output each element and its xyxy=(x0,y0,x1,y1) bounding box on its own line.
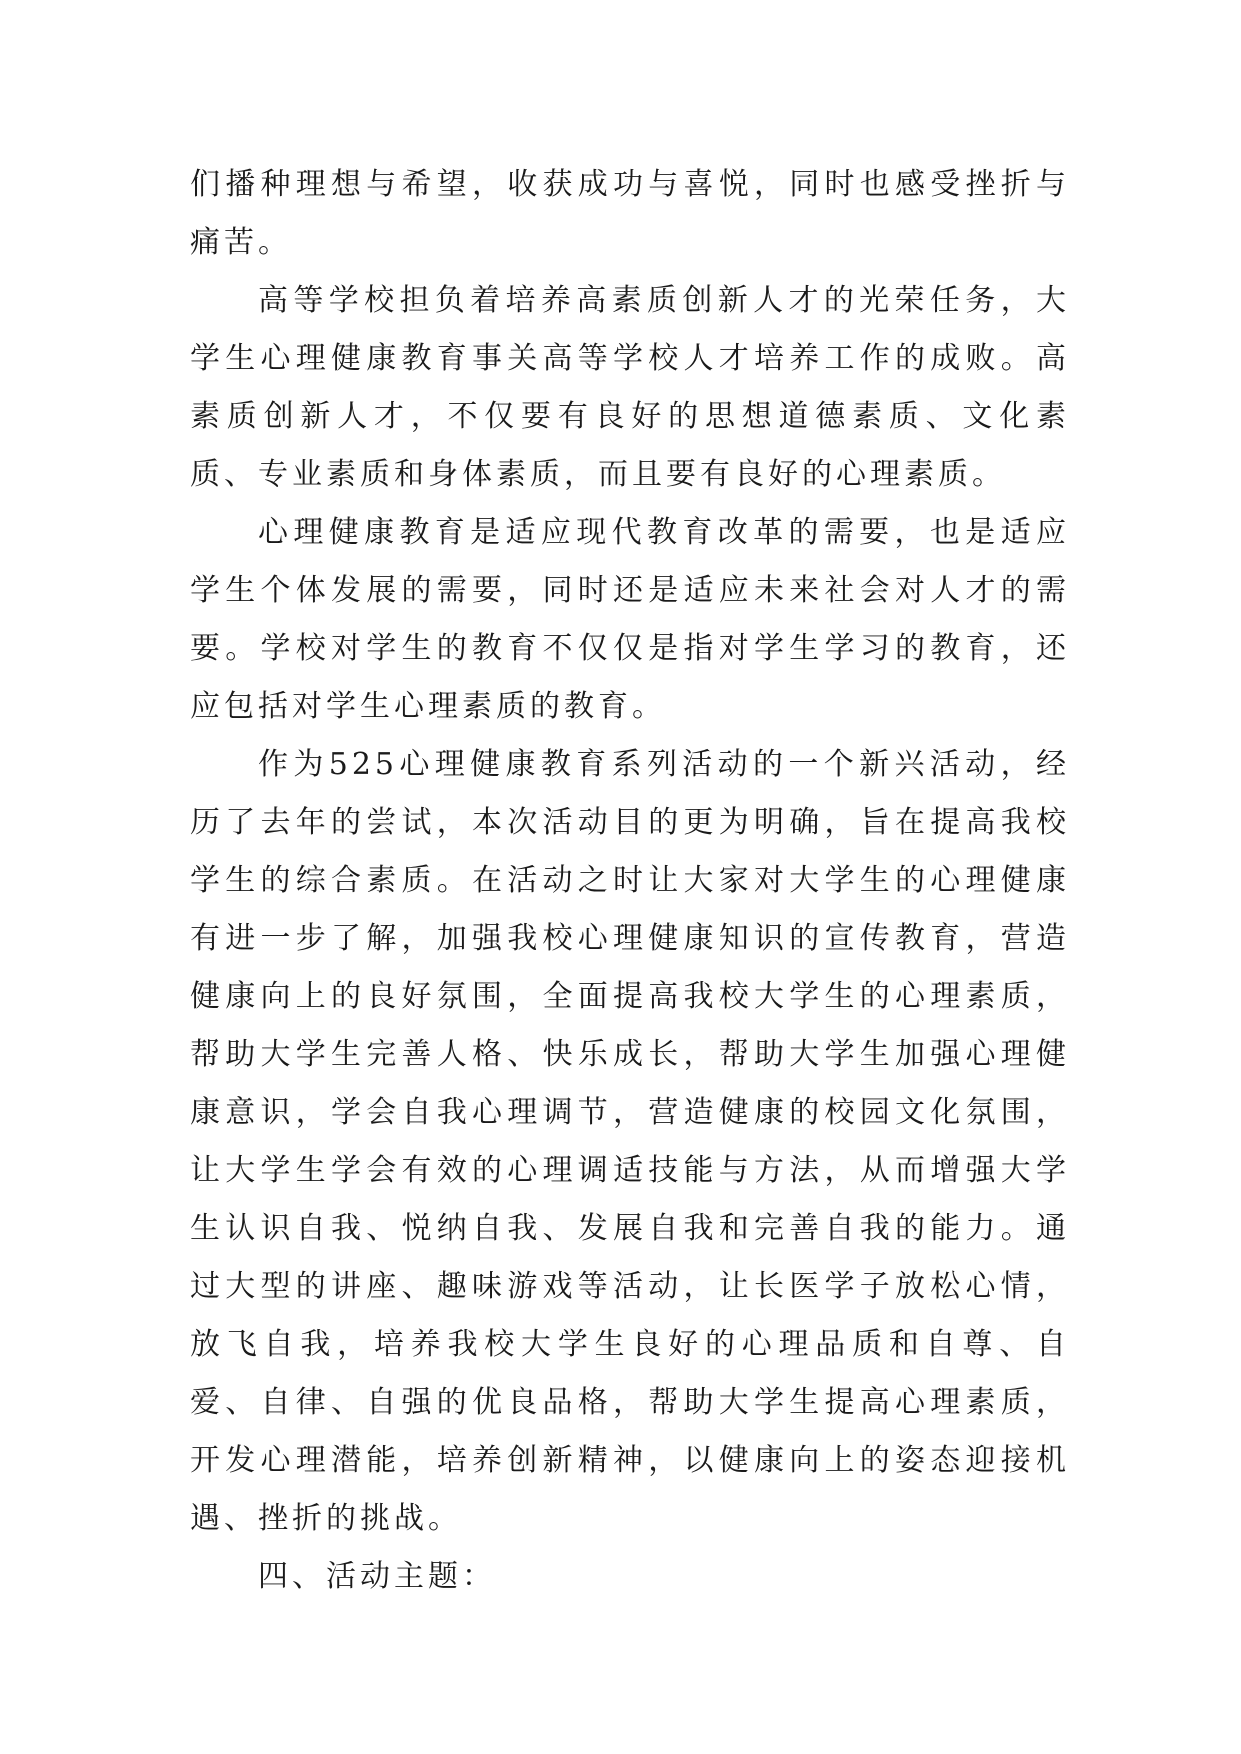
paragraph-continuation: 们播种理想与希望，收获成功与喜悦，同时也感受挫折与痛苦。 xyxy=(190,167,1070,260)
paragraph-activity-purpose: 作为525心理健康教育系列活动的一个新兴活动，经历了去年的尝试，本次活动目的更为明确，旨在提高我校学生的综合素质。在活动之时让大家对大学生的心理健康有进一步了解，加强我校心理健康知识的宣传教育，营造健康向上的良好氛围，全面提高我校大学生的心理素质，帮助大学生完善人格、快乐成长，帮助大学生加强心理健康意识，学会自我心理调节，营造健康的校园文化氛围，让大学生学会有效的心理调适技能与方法，从而增强大学生认识自我、悦纳自我、发展自我和完善自我的能力。通过大型的讲座、趣味游戏等活动，让长医学子放松心情，放飞自我，培养我校大学生良好的心理品质和自尊、自爱、自律、自强的优良品格，帮助大学生提高心理素质，开发心理潜能，培养创新精神，以健康向上的姿态迎接机遇、挫折的挑战。 xyxy=(190,747,1070,1536)
document-body xyxy=(190,156,1070,1606)
paragraph-education-needs: 心理健康教育是适应现代教育改革的需要，也是适应学生个体发展的需要，同时还是适应未来社会对人才的需要。学校对学生的教育不仅仅是指对学生学习的教育，还应包括对学生心理素质的教育。 xyxy=(190,515,1070,724)
paragraph-talent-cultivation: 高等学校担负着培养高素质创新人才的光荣任务，大学生心理健康教育事关高等学校人才培养工作的成败。高素质创新人才，不仅要有良好的思想道德素质、文化素质、专业素质和身体素质，而且要有良好的心理素质。 xyxy=(190,283,1070,492)
section-heading-activity-theme: 四、活动主题： xyxy=(258,1559,496,1594)
